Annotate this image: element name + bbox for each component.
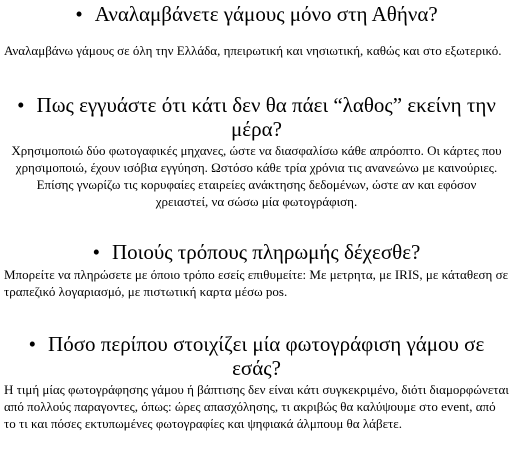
bullet-icon: • <box>28 332 37 356</box>
faq-answer: Χρησιμοποιώ δύο φωτογαφικές μηχανες, ώστε να διασφαλίσω κάθε απρόοπτο. Οι κάρτες που χρησιμοποιώ, έχουν ισόβια εγγύηση. Ωστόσο κάθε τρία χρόνια τις ανανεώνω με καινούριες. Επίσης γνωρίζω τις κορυφαίες εταιρείες ανάκτησης δεδομένων, ώστε αν και εφόσον χρειαστεί, να σώσω μία φωτογράφιση. <box>11 143 502 209</box>
faq-answer: Η τιμή μίας φωτογράφησης γάμου ή βάπτισης δεν είναι κάτι συγκεκριμένο, διότι διαμορφώνεται από πολλούς παραγοντες, όπως: ώρες απασχόλησης, τι ακριβώς θα καλύψουμε στο event, από το τι και πόσες εκτυπωμένες φωτογραφίες και ψηφιακά άλμπουμ θα λάβετε. <box>4 382 509 431</box>
bullet-icon: • <box>75 2 83 26</box>
faq-question-text: Πως εγγυάστε ότι κάτι δεν θα πάει “λαθος” εκείνη την μέρα? <box>36 93 496 141</box>
faq-question <box>0 2 513 26</box>
faq-item <box>0 93 513 210</box>
bullet-icon: • <box>92 240 101 264</box>
bullet-icon: • <box>17 93 25 117</box>
faq-answer: Μπορείτε να πληρώσετε με όποιο τρόπο εσείς επιθυμείτε: Με μετρητα, με IRIS, με κάταθεση σε τραπεζικό λογαριασμό, με πιστωτική καρτα μέσω pos. <box>4 267 509 299</box>
faq-question-text: Ποιούς τρόπους πληρωμής δέχεσθε? <box>112 240 421 264</box>
faq-question <box>0 240 513 264</box>
faq-question-text: Αναλαμβάνετε γάμους μόνο στη Αθήνα? <box>94 2 438 26</box>
faq-answer: Αναλαμβάνω γάμους σε όλη την Ελλάδα, ηπειρωτική και νησιωτική, καθώς και στο εξωτερικό. <box>4 43 502 58</box>
faq-question-text: Πόσο περίπου στοιχίζει μία φωτογράφιση γάμου σε εσάς? <box>48 332 485 380</box>
faq-item <box>0 332 513 432</box>
faq-question <box>0 332 513 380</box>
faq-question <box>0 93 513 141</box>
faq-item <box>0 2 513 59</box>
faq-item <box>0 240 513 300</box>
